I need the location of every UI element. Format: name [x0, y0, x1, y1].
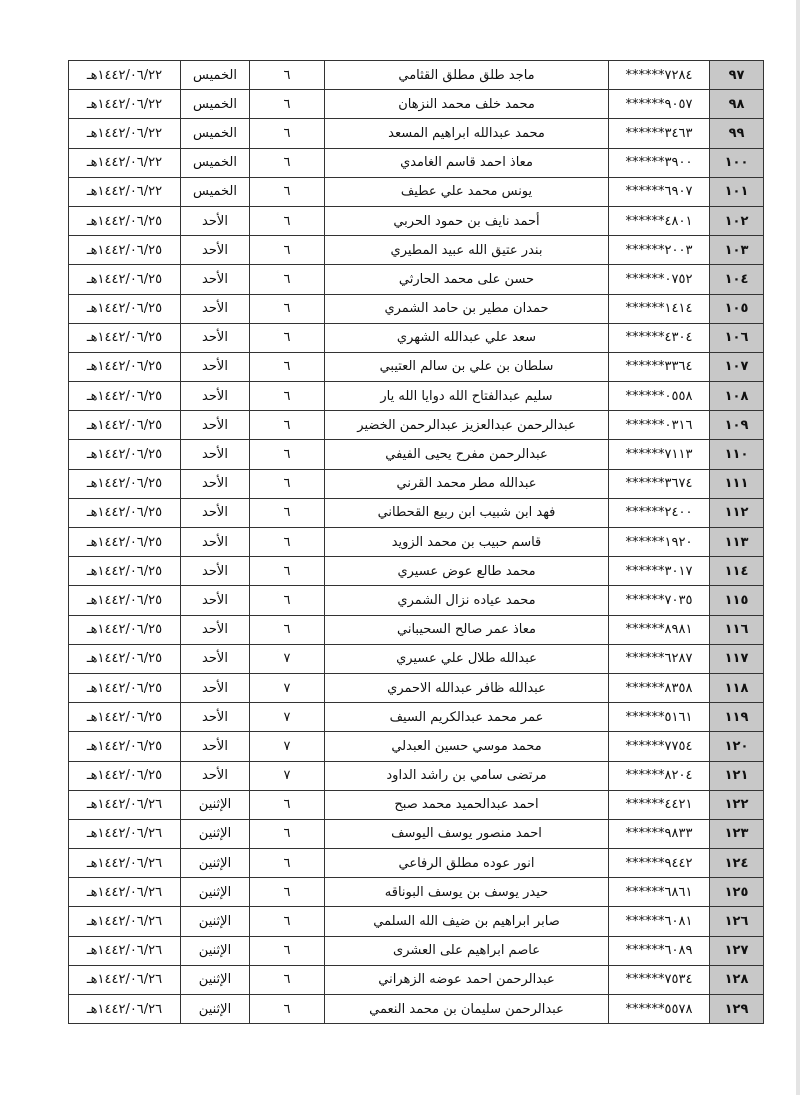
full-name-cell: معاذ عمر صالح السحيباني [325, 615, 609, 644]
row-number-cell: ٩٩ [710, 119, 764, 148]
hijri-date-cell: ١٤٤٢/٠٦/٢٥هـ [69, 761, 181, 790]
hijri-date-cell: ١٤٤٢/٠٦/٢٥هـ [69, 411, 181, 440]
row-number-cell: ١١٩ [710, 703, 764, 732]
day-name-cell: الأحد [181, 469, 250, 498]
roster-table [68, 60, 764, 1024]
group-number-cell: ٦ [250, 411, 325, 440]
full-name-cell: سليم عبدالفتاح الله دوايا الله يار [325, 382, 609, 411]
table-row [69, 995, 764, 1024]
row-number-cell: ١٠٣ [710, 236, 764, 265]
table-row [69, 849, 764, 878]
table-row [69, 440, 764, 469]
full-name-cell: صابر ابراهيم بن ضيف الله السلمي [325, 907, 609, 936]
table-row [69, 819, 764, 848]
id-number-cell: ******٧٧٥٤ [609, 732, 710, 761]
hijri-date-cell: ١٤٤٢/٠٦/٢٥هـ [69, 498, 181, 527]
table-row [69, 323, 764, 352]
table-row [69, 528, 764, 557]
id-number-cell: ******٣٤٦٣ [609, 119, 710, 148]
full-name-cell: سعد علي عبدالله الشهري [325, 323, 609, 352]
group-number-cell: ٧ [250, 703, 325, 732]
day-name-cell: الإثنين [181, 849, 250, 878]
table-row [69, 352, 764, 381]
hijri-date-cell: ١٤٤٢/٠٦/٢٥هـ [69, 323, 181, 352]
row-number-cell: ١٠٥ [710, 294, 764, 323]
row-number-cell: ١٢٤ [710, 849, 764, 878]
day-name-cell: الأحد [181, 586, 250, 615]
table-row [69, 703, 764, 732]
full-name-cell: حمدان مطير بن حامد الشمري [325, 294, 609, 323]
day-name-cell: الإثنين [181, 995, 250, 1024]
hijri-date-cell: ١٤٤٢/٠٦/٢٥هـ [69, 732, 181, 761]
group-number-cell: ٦ [250, 849, 325, 878]
full-name-cell: معاذ احمد قاسم الغامدي [325, 148, 609, 177]
id-number-cell: ******٩٤٤٢ [609, 849, 710, 878]
day-name-cell: الإثنين [181, 936, 250, 965]
row-number-cell: ٩٨ [710, 90, 764, 119]
table-row [69, 557, 764, 586]
row-number-cell: ١٠٠ [710, 148, 764, 177]
full-name-cell: بندر عتيق الله عبيد المطيري [325, 236, 609, 265]
full-name-cell: عبدالله ظافر عبدالله الاحمري [325, 673, 609, 702]
group-number-cell: ٦ [250, 498, 325, 527]
group-number-cell: ٦ [250, 119, 325, 148]
group-number-cell: ٦ [250, 965, 325, 994]
group-number-cell: ٧ [250, 732, 325, 761]
day-name-cell: الخميس [181, 177, 250, 206]
table-row [69, 119, 764, 148]
hijri-date-cell: ١٤٤٢/٠٦/٢٥هـ [69, 703, 181, 732]
group-number-cell: ٦ [250, 586, 325, 615]
day-name-cell: الأحد [181, 615, 250, 644]
table-row [69, 936, 764, 965]
full-name-cell: عبدالرحمن سليمان بن محمد النعمي [325, 995, 609, 1024]
full-name-cell: حسن على محمد الحارثي [325, 265, 609, 294]
page-edge [796, 0, 800, 1095]
id-number-cell: ******٤٤٢١ [609, 790, 710, 819]
table-row [69, 90, 764, 119]
full-name-cell: ماجد طلق مطلق القثامي [325, 61, 609, 90]
full-name-cell: مرتضى سامي بن راشد الداود [325, 761, 609, 790]
hijri-date-cell: ١٤٤٢/٠٦/٢٥هـ [69, 236, 181, 265]
day-name-cell: الإثنين [181, 878, 250, 907]
group-number-cell: ٦ [250, 352, 325, 381]
group-number-cell: ٦ [250, 323, 325, 352]
row-number-cell: ٩٧ [710, 61, 764, 90]
group-number-cell: ٦ [250, 615, 325, 644]
full-name-cell: عبدالرحمن عبدالعزيز عبدالرحمن الخضير [325, 411, 609, 440]
table-row [69, 732, 764, 761]
day-name-cell: الأحد [181, 236, 250, 265]
id-number-cell: ******٣٩٠٠ [609, 148, 710, 177]
table-row [69, 469, 764, 498]
hijri-date-cell: ١٤٤٢/٠٦/٢٥هـ [69, 673, 181, 702]
id-number-cell: ******٧١١٣ [609, 440, 710, 469]
id-number-cell: ******٦٨٦١ [609, 878, 710, 907]
table-row [69, 790, 764, 819]
full-name-cell: فهد ابن شبيب ابن ربيع القحطاني [325, 498, 609, 527]
hijri-date-cell: ١٤٤٢/٠٦/٢٥هـ [69, 469, 181, 498]
hijri-date-cell: ١٤٤٢/٠٦/٢٥هـ [69, 352, 181, 381]
row-number-cell: ١١٢ [710, 498, 764, 527]
full-name-cell: عبدالله مطر محمد القرني [325, 469, 609, 498]
id-number-cell: ******٤٣٠٤ [609, 323, 710, 352]
hijri-date-cell: ١٤٤٢/٠٦/٢٥هـ [69, 294, 181, 323]
day-name-cell: الخميس [181, 61, 250, 90]
hijri-date-cell: ١٤٤٢/٠٦/٢٦هـ [69, 907, 181, 936]
day-name-cell: الأحد [181, 382, 250, 411]
row-number-cell: ١٠٨ [710, 382, 764, 411]
table-row [69, 498, 764, 527]
day-name-cell: الأحد [181, 323, 250, 352]
day-name-cell: الأحد [181, 557, 250, 586]
hijri-date-cell: ١٤٤٢/٠٦/٢٥هـ [69, 382, 181, 411]
day-name-cell: الأحد [181, 411, 250, 440]
hijri-date-cell: ١٤٤٢/٠٦/٢٢هـ [69, 177, 181, 206]
day-name-cell: الأحد [181, 265, 250, 294]
table-row [69, 382, 764, 411]
full-name-cell: محمد عبدالله ابراهيم المسعد [325, 119, 609, 148]
day-name-cell: الأحد [181, 644, 250, 673]
row-number-cell: ١٠٤ [710, 265, 764, 294]
group-number-cell: ٦ [250, 61, 325, 90]
id-number-cell: ******٦٠٨١ [609, 907, 710, 936]
day-name-cell: الأحد [181, 761, 250, 790]
id-number-cell: ******٧٢٨٤ [609, 61, 710, 90]
group-number-cell: ٦ [250, 440, 325, 469]
id-number-cell: ******٦٩٠٧ [609, 177, 710, 206]
hijri-date-cell: ١٤٤٢/٠٦/٢٦هـ [69, 995, 181, 1024]
full-name-cell: محمد موسي حسين العبدلي [325, 732, 609, 761]
day-name-cell: الإثنين [181, 790, 250, 819]
hijri-date-cell: ١٤٤٢/٠٦/٢٥هـ [69, 206, 181, 235]
table-row [69, 761, 764, 790]
day-name-cell: الخميس [181, 148, 250, 177]
hijri-date-cell: ١٤٤٢/٠٦/٢٢هـ [69, 148, 181, 177]
group-number-cell: ٦ [250, 265, 325, 294]
hijri-date-cell: ١٤٤٢/٠٦/٢٥هـ [69, 557, 181, 586]
row-number-cell: ١٠١ [710, 177, 764, 206]
row-number-cell: ١١٤ [710, 557, 764, 586]
id-number-cell: ******٣٦٧٤ [609, 469, 710, 498]
id-number-cell: ******٠٥٥٨ [609, 382, 710, 411]
hijri-date-cell: ١٤٤٢/٠٦/٢٦هـ [69, 936, 181, 965]
row-number-cell: ١١١ [710, 469, 764, 498]
row-number-cell: ١٢٧ [710, 936, 764, 965]
group-number-cell: ٦ [250, 90, 325, 119]
id-number-cell: ******٨٢٠٤ [609, 761, 710, 790]
hijri-date-cell: ١٤٤٢/٠٦/٢٦هـ [69, 849, 181, 878]
table-row [69, 965, 764, 994]
group-number-cell: ٦ [250, 907, 325, 936]
table-row [69, 265, 764, 294]
row-number-cell: ١١٠ [710, 440, 764, 469]
day-name-cell: الأحد [181, 352, 250, 381]
full-name-cell: محمد عياده نزال الشمري [325, 586, 609, 615]
id-number-cell: ******٢٤٠٠ [609, 498, 710, 527]
full-name-cell: عاصم ابراهيم على العشرى [325, 936, 609, 965]
table-row [69, 236, 764, 265]
row-number-cell: ١٢٨ [710, 965, 764, 994]
day-name-cell: الأحد [181, 528, 250, 557]
group-number-cell: ٦ [250, 878, 325, 907]
full-name-cell: أحمد نايف بن حمود الحربي [325, 206, 609, 235]
id-number-cell: ******٨٩٨١ [609, 615, 710, 644]
hijri-date-cell: ١٤٤٢/٠٦/٢٢هـ [69, 119, 181, 148]
table-row [69, 615, 764, 644]
id-number-cell: ******٧٥٣٤ [609, 965, 710, 994]
day-name-cell: الخميس [181, 119, 250, 148]
id-number-cell: ******٧٠٣٥ [609, 586, 710, 615]
table-row [69, 411, 764, 440]
row-number-cell: ١١٥ [710, 586, 764, 615]
table-row [69, 644, 764, 673]
id-number-cell: ******٥٥٧٨ [609, 995, 710, 1024]
full-name-cell: عبدالرحمن احمد عوضه الزهراني [325, 965, 609, 994]
day-name-cell: الأحد [181, 673, 250, 702]
row-number-cell: ١٢٩ [710, 995, 764, 1024]
table-row [69, 878, 764, 907]
day-name-cell: الأحد [181, 498, 250, 527]
id-number-cell: ******٣٠١٧ [609, 557, 710, 586]
hijri-date-cell: ١٤٤٢/٠٦/٢٦هـ [69, 965, 181, 994]
group-number-cell: ٦ [250, 819, 325, 848]
id-number-cell: ******٩٠٥٧ [609, 90, 710, 119]
day-name-cell: الإثنين [181, 907, 250, 936]
day-name-cell: الإثنين [181, 965, 250, 994]
group-number-cell: ٦ [250, 236, 325, 265]
hijri-date-cell: ١٤٤٢/٠٦/٢٢هـ [69, 61, 181, 90]
table-row [69, 294, 764, 323]
group-number-cell: ٦ [250, 936, 325, 965]
row-number-cell: ١٢٣ [710, 819, 764, 848]
full-name-cell: عبدالرحمن مفرح يحيى الفيفي [325, 440, 609, 469]
table-row [69, 586, 764, 615]
row-number-cell: ١٢٢ [710, 790, 764, 819]
hijri-date-cell: ١٤٤٢/٠٦/٢٦هـ [69, 819, 181, 848]
group-number-cell: ٦ [250, 995, 325, 1024]
hijri-date-cell: ١٤٤٢/٠٦/٢٥هـ [69, 265, 181, 294]
day-name-cell: الأحد [181, 294, 250, 323]
hijri-date-cell: ١٤٤٢/٠٦/٢٥هـ [69, 528, 181, 557]
day-name-cell: الإثنين [181, 819, 250, 848]
group-number-cell: ٦ [250, 294, 325, 323]
full-name-cell: يونس محمد علي عطيف [325, 177, 609, 206]
row-number-cell: ١٢١ [710, 761, 764, 790]
hijri-date-cell: ١٤٤٢/٠٦/٢٥هـ [69, 615, 181, 644]
row-number-cell: ١٠٢ [710, 206, 764, 235]
id-number-cell: ******٦٠٨٩ [609, 936, 710, 965]
row-number-cell: ١١٧ [710, 644, 764, 673]
full-name-cell: سلطان بن علي بن سالم العتيبي [325, 352, 609, 381]
row-number-cell: ١٠٩ [710, 411, 764, 440]
group-number-cell: ٦ [250, 148, 325, 177]
row-number-cell: ١١٦ [710, 615, 764, 644]
group-number-cell: ٧ [250, 644, 325, 673]
row-number-cell: ١٢٦ [710, 907, 764, 936]
id-number-cell: ******٩٨٣٣ [609, 819, 710, 848]
full-name-cell: احمد عبدالحميد محمد صبح [325, 790, 609, 819]
table-row [69, 673, 764, 702]
id-number-cell: ******٠٣١٦ [609, 411, 710, 440]
hijri-date-cell: ١٤٤٢/٠٦/٢٥هـ [69, 644, 181, 673]
id-number-cell: ******٥١٦١ [609, 703, 710, 732]
row-number-cell: ١٠٧ [710, 352, 764, 381]
group-number-cell: ٦ [250, 790, 325, 819]
full-name-cell: عمر محمد عبدالكريم السيف [325, 703, 609, 732]
row-number-cell: ١٠٦ [710, 323, 764, 352]
group-number-cell: ٦ [250, 177, 325, 206]
group-number-cell: ٧ [250, 761, 325, 790]
id-number-cell: ******٢٠٠٣ [609, 236, 710, 265]
full-name-cell: قاسم حبيب بن محمد الزويد [325, 528, 609, 557]
hijri-date-cell: ١٤٤٢/٠٦/٢٥هـ [69, 586, 181, 615]
full-name-cell: انور عوده مطلق الرفاعي [325, 849, 609, 878]
hijri-date-cell: ١٤٤٢/٠٦/٢٢هـ [69, 90, 181, 119]
full-name-cell: محمد طالع عوض عسيري [325, 557, 609, 586]
group-number-cell: ٦ [250, 469, 325, 498]
roster-body [69, 61, 764, 1024]
id-number-cell: ******٣٣٦٤ [609, 352, 710, 381]
day-name-cell: الأحد [181, 206, 250, 235]
id-number-cell: ******١٩٢٠ [609, 528, 710, 557]
id-number-cell: ******١٤١٤ [609, 294, 710, 323]
full-name-cell: محمد خلف محمد النزهان [325, 90, 609, 119]
table-row [69, 61, 764, 90]
group-number-cell: ٦ [250, 206, 325, 235]
full-name-cell: احمد منصور يوسف اليوسف [325, 819, 609, 848]
full-name-cell: حيدر يوسف بن يوسف البوناقه [325, 878, 609, 907]
id-number-cell: ******٠٧٥٢ [609, 265, 710, 294]
day-name-cell: الأحد [181, 440, 250, 469]
group-number-cell: ٦ [250, 528, 325, 557]
hijri-date-cell: ١٤٤٢/٠٦/٢٥هـ [69, 440, 181, 469]
table-row [69, 206, 764, 235]
id-number-cell: ******٤٨٠١ [609, 206, 710, 235]
group-number-cell: ٦ [250, 382, 325, 411]
day-name-cell: الخميس [181, 90, 250, 119]
day-name-cell: الأحد [181, 732, 250, 761]
day-name-cell: الأحد [181, 703, 250, 732]
group-number-cell: ٧ [250, 673, 325, 702]
group-number-cell: ٦ [250, 557, 325, 586]
row-number-cell: ١٢٠ [710, 732, 764, 761]
id-number-cell: ******٨٣٥٨ [609, 673, 710, 702]
full-name-cell: عبدالله طلال علي عسيري [325, 644, 609, 673]
table-row [69, 148, 764, 177]
row-number-cell: ١٢٥ [710, 878, 764, 907]
hijri-date-cell: ١٤٤٢/٠٦/٢٦هـ [69, 878, 181, 907]
hijri-date-cell: ١٤٤٢/٠٦/٢٦هـ [69, 790, 181, 819]
id-number-cell: ******٦٢٨٧ [609, 644, 710, 673]
table-row [69, 907, 764, 936]
table-row [69, 177, 764, 206]
row-number-cell: ١١٣ [710, 528, 764, 557]
row-number-cell: ١١٨ [710, 673, 764, 702]
